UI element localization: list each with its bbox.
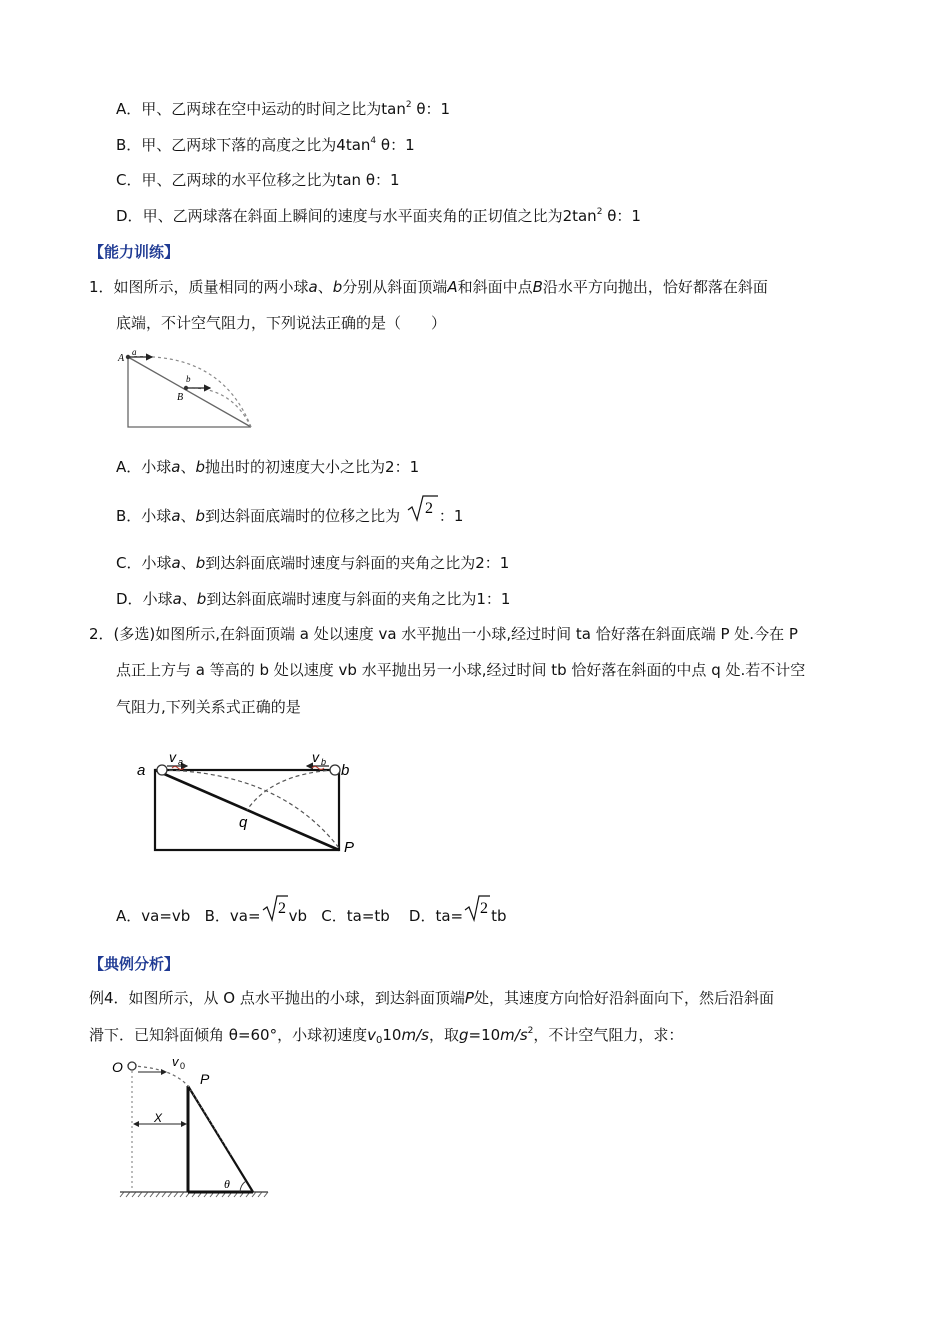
q2-options: A．va=vb B．va= 2 vb C．ta=tb D．ta= 2 tb — [116, 905, 507, 926]
q1-stem-line2: 底端，不计空气阻力，下列说法正确的是（ ） — [116, 314, 447, 332]
ex4-label-theta: θ — [224, 1177, 230, 1191]
q2-ball-b — [330, 765, 340, 775]
q1-stem-line1: 1．如图所示，质量相同的两小球a、b分别从斜面顶端A和斜面中点B沿水平方向抛出，恰好都落在斜面 — [89, 278, 768, 296]
q2-ball-a — [157, 765, 167, 775]
q2-figure — [130, 744, 370, 858]
ex4-incline-surface — [188, 1086, 253, 1192]
q1-option-d: D．小球a、b到达斜面底端时速度与斜面的夹角之比为1：1 — [116, 590, 511, 608]
ex4-stem-line1: 例4．如图所示，从 O 点水平抛出的小球，到达斜面顶端P处，其速度方向恰好沿斜面向下，然后沿斜面 — [89, 989, 774, 1007]
prev-option-c: C．甲、乙两球的水平位移之比为tan θ：1 — [116, 171, 400, 189]
section-example-heading: 【典例分析】 — [89, 955, 180, 973]
prev-option-a: A．甲、乙两球在空中运动的时间之比为$\tan^2 \theta$：1 — [116, 100, 451, 118]
q2-label-a: a — [137, 762, 146, 779]
q2-label-va-sub: a — [178, 757, 184, 767]
q1-figure — [116, 346, 260, 432]
q1-option-b: B．小球a、b到达斜面底端时的位移之比为 2 ：1 — [116, 505, 463, 526]
ex4-figure — [110, 1054, 275, 1202]
ex4-label-v: v — [172, 1054, 179, 1069]
q2-trajectory-a — [162, 770, 339, 848]
q2-stem-line3: 气阻力,下列关系式正确的是 — [116, 698, 301, 716]
ex4-label-X: X — [154, 1111, 163, 1125]
svg-text:2: 2 — [424, 500, 433, 517]
q2-stem-line2: 点正上方与 a 等高的 b 处以速度 vb 水平抛出另一小球,经过时间 tb 恰好落在斜面的中点 q 处.若不计空 — [116, 661, 806, 679]
q1-label-a: a — [132, 347, 137, 357]
sqrt-sign — [261, 893, 289, 923]
q1-incline-surface — [128, 357, 251, 427]
q2-label-va: v — [169, 749, 176, 765]
q1-label-A: A — [118, 353, 125, 364]
ex4-ball — [128, 1062, 136, 1070]
q1-option-a: A．小球a、b抛出时的初速度大小之比为2：1 — [116, 458, 420, 476]
sqrt-sign — [405, 493, 439, 523]
ex4-label-v-sub: 0 — [180, 1061, 186, 1071]
q1-label-b: b — [186, 374, 191, 384]
q2-label-vb: v — [312, 749, 319, 765]
q2-label-b: b — [341, 762, 350, 779]
svg-text:2: 2 — [480, 900, 489, 917]
q2-stem-line1: 2．(多选)如图所示,在斜面顶端 a 处以速度 va 水平抛出一小球,经过时间 ta 恰好落在斜面底端 P 处.今在 P — [89, 625, 798, 643]
svg-text:2: 2 — [277, 900, 286, 917]
prev-option-d: D．甲、乙两球落在斜面上瞬间的速度与水平面夹角的正切值之比为$2\tan^2$ θ：1 — [116, 207, 641, 225]
q1-label-B: B — [177, 392, 184, 403]
ex4-label-O: O — [112, 1059, 123, 1075]
q1-option-c: C．小球a、b到达斜面底端时速度与斜面的夹角之比为2：1 — [116, 554, 510, 572]
ex4-label-P: P — [200, 1071, 210, 1087]
section-ability-heading: 【能力训练】 — [89, 243, 180, 261]
q2-label-vb-sub: b — [321, 757, 327, 767]
ex4-stem-line2: 滑下．已知斜面倾角 θ=60°，小球初速度$v_010m/s$，取$g=10m/s^2$，不计空气阻力，求： — [89, 1026, 684, 1046]
prev-option-b: B．甲、乙两球下落的高度之比为$4\tan^4$ θ：1 — [116, 136, 415, 154]
q2-label-P: P — [344, 839, 355, 856]
sqrt-sign — [463, 893, 491, 923]
q2-label-q: q — [239, 814, 248, 831]
